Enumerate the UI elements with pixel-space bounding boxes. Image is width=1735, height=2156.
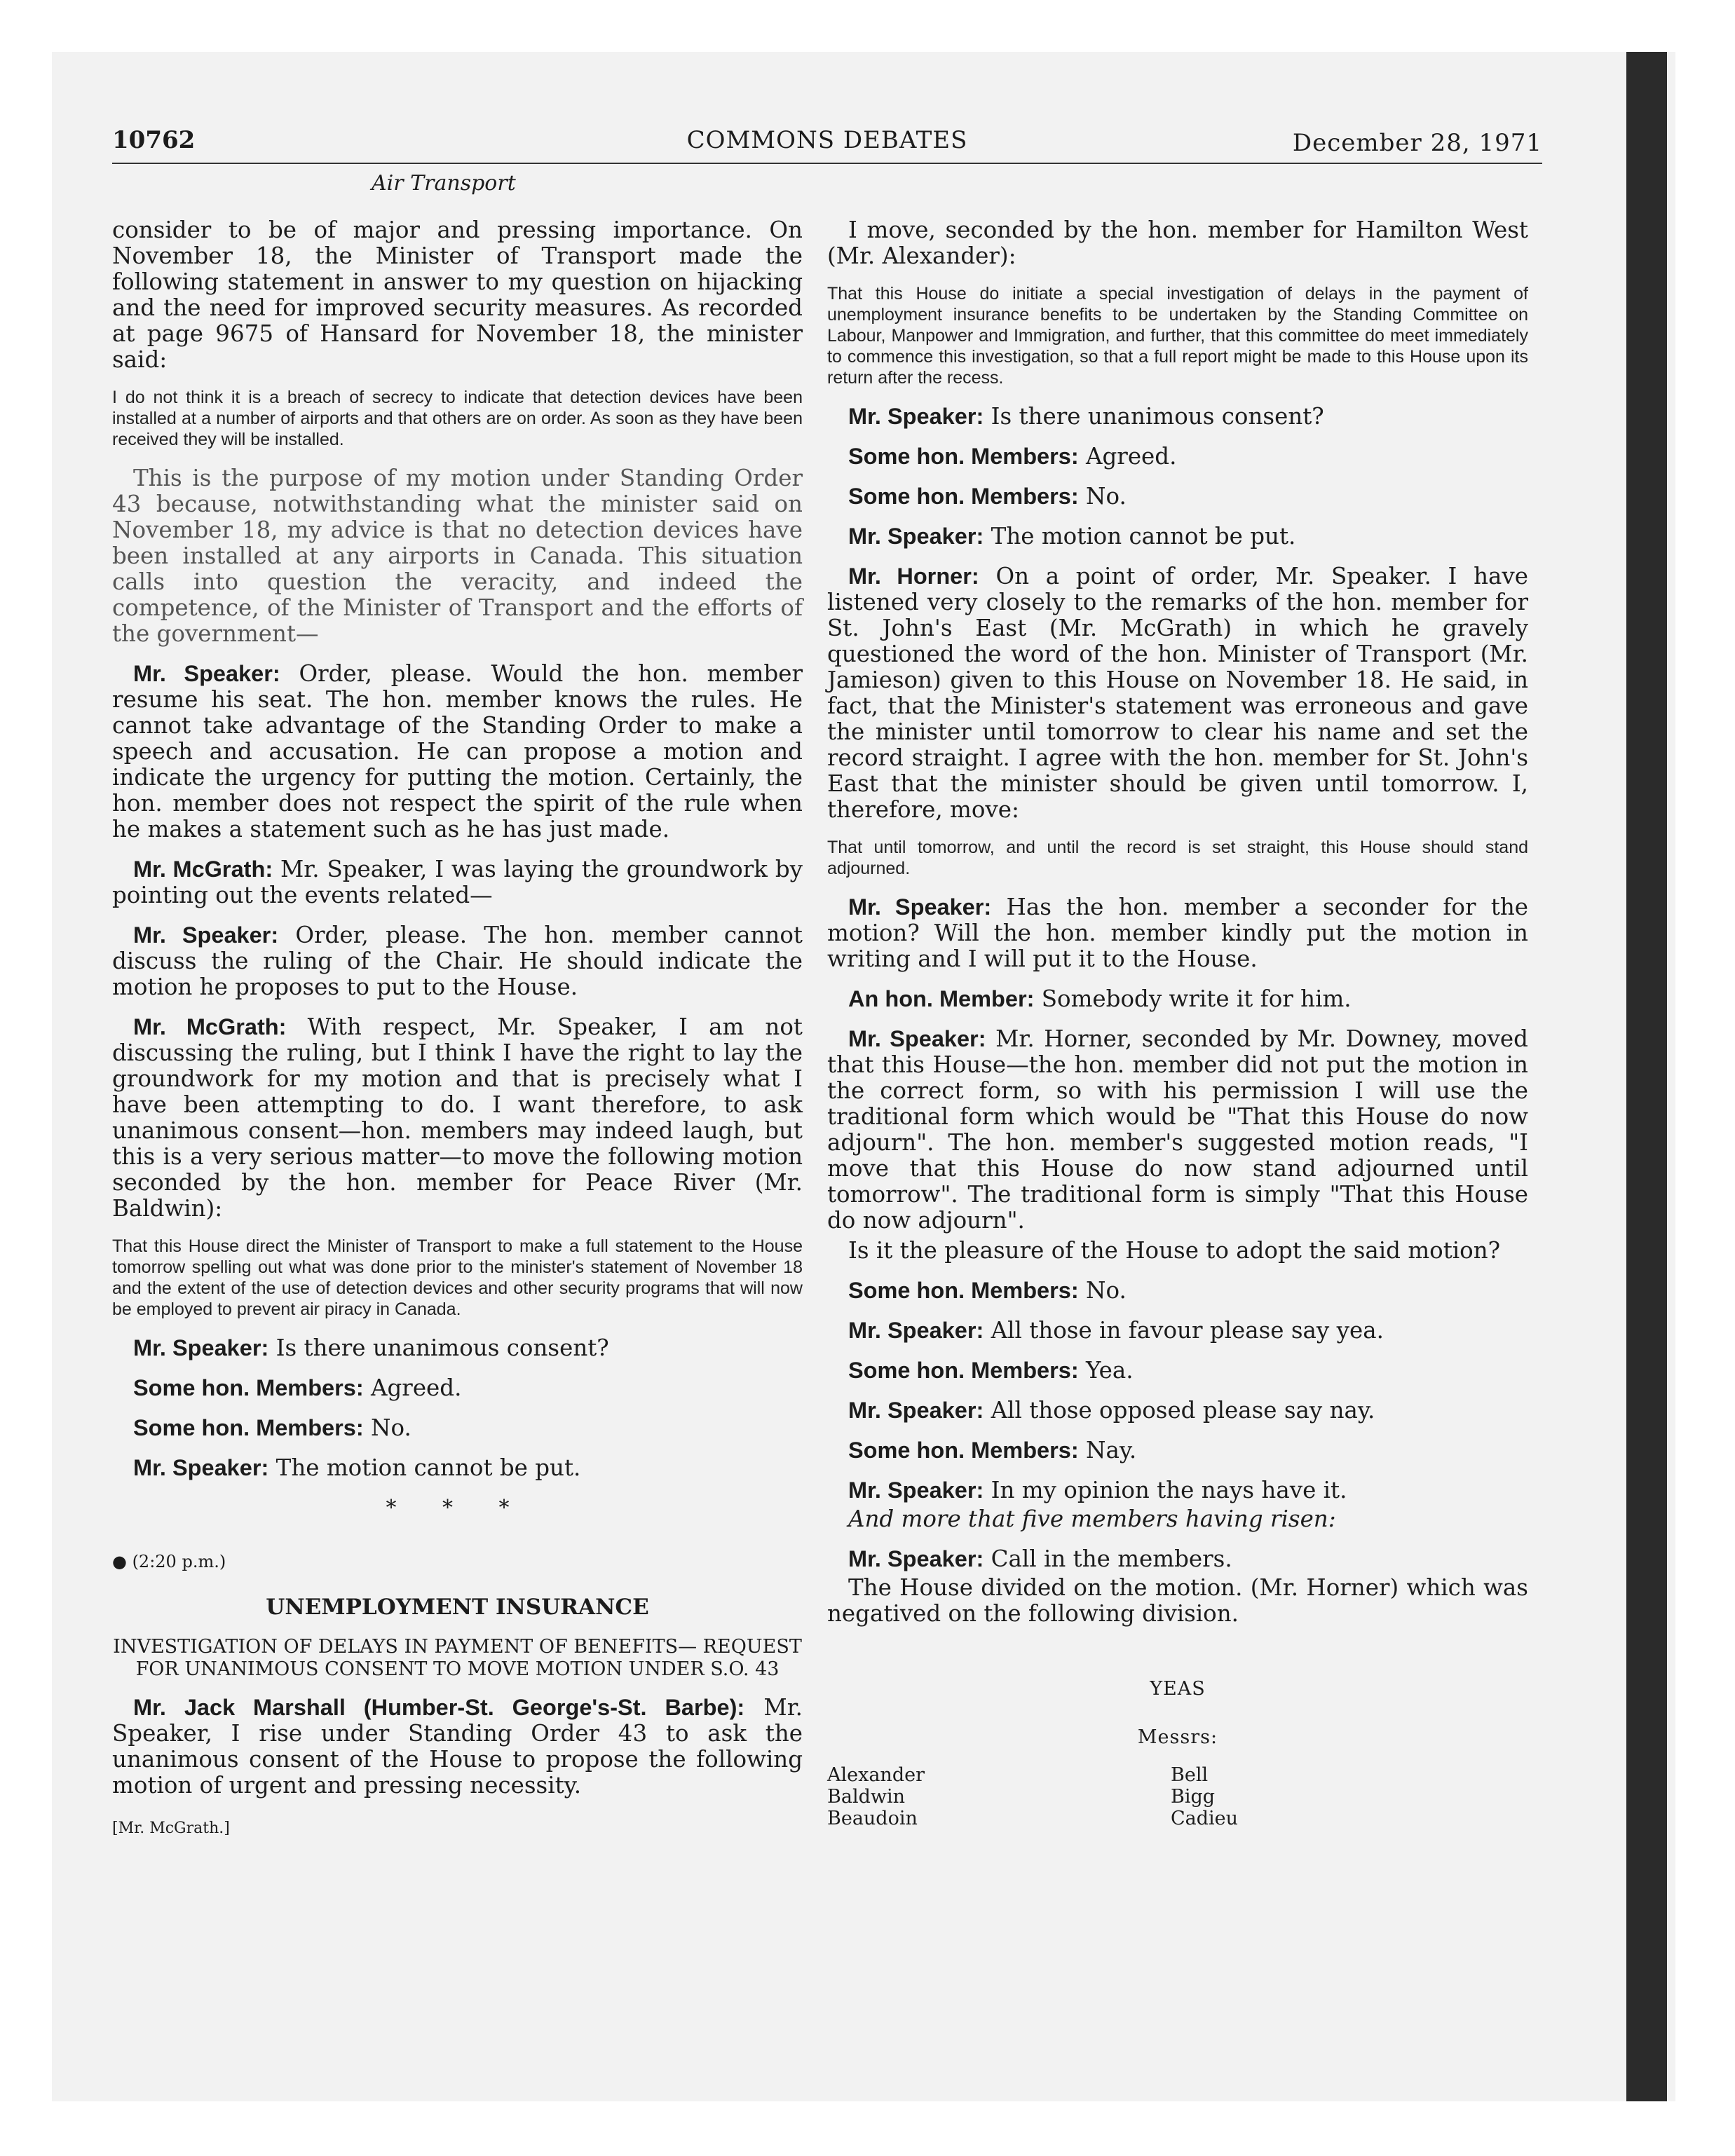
speech-text: All those in favour please say yea. — [991, 1317, 1384, 1344]
paragraph: The House divided on the motion. (Mr. Horner) which was negatived on the following division. — [827, 1574, 1528, 1627]
publication-title: COMMONS DEBATES — [686, 126, 968, 154]
names-column — [1171, 1764, 1238, 1829]
section-heading: UNEMPLOYMENT INSURANCE — [266, 1595, 649, 1620]
speech-text: All those opposed please say nay. — [991, 1397, 1375, 1424]
speech-entry — [827, 1438, 1528, 1464]
speech-entry — [827, 484, 1528, 510]
speech-entry — [112, 922, 803, 1000]
speech-text: Mr. Speaker, I rise under Standing Order 43 to ask the unanimous consent of the House to propose the following motion of urgent and pressing necessity. — [112, 1694, 803, 1799]
motion-text: That this House direct the Minister of Transport to make a full statement to the House tomorrow spelling out what was done prior to the minister's statement of November 18 and the extent of the use of detection devices and other security programs that will now be employed to prevent air piracy in Canada. — [112, 1236, 803, 1319]
header-rule — [112, 163, 1542, 164]
speech-text: Nay. — [1086, 1437, 1137, 1464]
time-marker: ● (2:20 p.m.) — [112, 1552, 226, 1571]
member-name: Alexander — [827, 1764, 925, 1786]
member-name: Cadieu — [1171, 1808, 1239, 1829]
speaker-name: Mr. Horner: — [848, 564, 979, 589]
speech-text: No. — [1086, 1277, 1127, 1304]
speaker-name: Mr. Speaker: — [848, 894, 992, 920]
speech-text: Somebody write it for him. — [1041, 985, 1352, 1012]
speaker-name: Some hon. Members: — [133, 1375, 364, 1400]
speaker-name: Mr. Speaker: — [848, 1398, 984, 1423]
speaker-name: Mr. Speaker: — [848, 1318, 984, 1343]
member-name: Beaudoin — [827, 1808, 918, 1829]
paragraph: I move, seconded by the hon. member for Hamilton West (Mr. Alexander): — [827, 217, 1528, 269]
member-name: Baldwin — [827, 1786, 905, 1808]
speaker-name: Mr. Speaker: — [848, 404, 984, 429]
speech-entry — [827, 1546, 1528, 1572]
speech-entry — [827, 404, 1528, 430]
speech-entry — [827, 1478, 1528, 1503]
speech-text: Call in the members. — [991, 1546, 1232, 1572]
procedural-note: And more that five members having risen: — [848, 1506, 1336, 1532]
member-name: Bell — [1171, 1764, 1209, 1786]
speaker-name: Mr. McGrath: — [133, 1014, 287, 1039]
speech-text: Is there unanimous consent? — [991, 403, 1324, 430]
speech-text: Has the hon. member a seconder for the motion? Will the hon. member kindly put the motion in writing and I will put it to the House. — [827, 894, 1528, 972]
speaker-name: Mr. Speaker: — [133, 922, 279, 948]
speech-text: Order, please. Would the hon. member resume his seat. The hon. member knows the rules. He cannot take advantage of the Standing Order to make a speech and accusation. He can propose a motion and indicate the urgency for putting the motion. Certainly, the hon. member does not respect the spirit of the rule when he makes a statement such as he has just made. — [112, 660, 803, 842]
speech-entry — [827, 986, 1528, 1012]
yeas-label: YEAS — [1150, 1678, 1206, 1700]
section-separator: * * * — [386, 1496, 529, 1520]
speech-text: The motion cannot be put. — [275, 1454, 581, 1481]
speech-entry — [827, 444, 1528, 470]
subject-heading: Air Transport — [372, 171, 516, 196]
speech-entry — [112, 1014, 803, 1222]
section-subheading: INVESTIGATION OF DELAYS IN PAYMENT OF BENEFITS— REQUEST FOR UNANIMOUS CONSENT TO MOVE MOTION UNDER S.O. 43 — [113, 1636, 802, 1680]
speaker-name: Mr. Speaker: — [133, 1455, 269, 1480]
speech-entry — [112, 1335, 803, 1361]
division-names — [827, 1764, 1528, 1841]
member-name: Bigg — [1171, 1786, 1216, 1808]
speaker-name: Mr. Speaker: — [848, 524, 984, 549]
speech-text: On a point of order, Mr. Speaker. I have listened very closely to the remarks of the hon. member for St. John's East (Mr. McGrath) in which he gravely questioned the word of the hon. Minister of Transport (Mr. Jamieson) given to this House on November 18. He said, in fact, that the Minister's statement was erroneous and gave the minister until tomorrow to clear his name and set the record straight. I agree with the hon. member for St. John's East that the minister should be given until tomorrow. I, therefore, move: — [827, 563, 1528, 823]
speech-entry — [827, 1398, 1528, 1424]
speech-entry — [827, 1318, 1528, 1344]
scan-edge-shadow — [1626, 52, 1667, 2101]
speaker-name: Some hon. Members: — [848, 444, 1079, 469]
paragraph: This is the purpose of my motion under Standing Order 43 because, notwithstanding what the minister said on November 18, my advice is that no detection devices have been installed at any airports in Canada. This situation calls into question the veracity, and indeed the competence, of the Minister of Transport and the efforts of the government— — [112, 465, 803, 647]
speech-entry — [112, 1375, 803, 1401]
publication-date: December 28, 1971 — [1292, 129, 1542, 157]
quoted-statement: I do not think it is a breach of secrecy to indicate that detection devices have been installed at a number of airports and that others are on order. As soon as they have been received they will be installed. — [112, 388, 803, 449]
speech-text: Agreed. — [371, 1374, 462, 1401]
speaker-name: Mr. McGrath: — [133, 857, 273, 882]
speech-text: Order, please. The hon. member cannot discuss the ruling of the Chair. He should indicate the motion he proposes to put to the House. — [112, 922, 803, 1000]
speech-text: Mr. Speaker, I was laying the groundwork by pointing out the events related— — [112, 856, 803, 908]
speech-entry — [827, 1358, 1528, 1384]
speech-text: Yea. — [1086, 1357, 1134, 1384]
speaker-name: Mr. Speaker: — [848, 1026, 986, 1051]
speech-entry — [827, 1026, 1528, 1234]
speaker-name: Mr. Speaker: — [133, 1335, 269, 1360]
speech-entry — [827, 894, 1528, 972]
speaker-name: Mr. Jack Marshall (Humber-St. George's-St. Barbe): — [133, 1695, 745, 1720]
speaker-name: Mr. Speaker: — [133, 661, 280, 686]
speaker-name: Some hon. Members: — [848, 1358, 1079, 1383]
speech-entry — [112, 857, 803, 908]
speech-entry — [827, 524, 1528, 550]
speech-entry — [112, 1415, 803, 1441]
speech-text: Mr. Horner, seconded by Mr. Downey, moved that this House—the hon. member did not put the motion in the correct form, so with his permission I will use the traditional form which would be "That this House do now adjourn". The hon. member's suggested motion reads, "I move that this House do now stand adjourned until tomorrow". The traditional form is simply "That this House do now adjourn". — [827, 1025, 1528, 1234]
document-page — [112, 126, 1542, 2019]
speech-text: In my opinion the nays have it. — [991, 1477, 1347, 1503]
speaker-name: Mr. Speaker: — [848, 1478, 984, 1503]
speaker-name: Some hon. Members: — [133, 1415, 364, 1440]
speech-entry — [112, 1695, 803, 1799]
speech-text: Agreed. — [1086, 443, 1177, 470]
motion-text: That until tomorrow, and until the record is set straight, this House should stand adjourned. — [827, 838, 1528, 878]
speech-text: No. — [1086, 483, 1127, 510]
speaker-name: An hon. Member: — [848, 986, 1035, 1011]
page-number: 10762 — [112, 126, 196, 154]
speaker-name: Some hon. Members: — [848, 1278, 1079, 1303]
left-column — [112, 217, 803, 1841]
speaker-name: Some hon. Members: — [848, 484, 1079, 509]
speaker-citation: [Mr. McGrath.] — [112, 1820, 230, 1837]
speech-text: With respect, Mr. Speaker, I am not discussing the ruling, but I think I have the right to lay the groundwork for my motion and that is precisely what I have been attempting to do. I want therefore, to ask unanimous consent—hon. members may indeed laugh, but this is a very serious matter—to move the following motion seconded by the hon. member for Peace River (Mr. Baldwin): — [112, 1014, 803, 1222]
names-column — [827, 1764, 925, 1829]
speech-entry — [112, 1455, 803, 1481]
speech-entry — [827, 1278, 1528, 1304]
paragraph: Is it the pleasure of the House to adopt the said motion? — [848, 1237, 1501, 1264]
speech-entry — [112, 661, 803, 842]
paragraph: consider to be of major and pressing importance. On November 18, the Minister of Transport made the following statement in answer to my question on hijacking and the need for improved security measures. As recorded at page 9675 of Hansard for November 18, the minister said: — [112, 217, 803, 373]
messrs-label: Messrs: — [1137, 1726, 1218, 1748]
right-column — [827, 217, 1528, 1841]
speech-entry — [827, 564, 1528, 823]
speech-text: Is there unanimous consent? — [275, 1335, 609, 1361]
motion-text: That this House do initiate a special investigation of delays in the payment of unemployment insurance benefits to be undertaken by the Standing Committee on Labour, Manpower and Immigration, and further, that this committee do meet immediately to commence this investigation, so that a full report might be made to this House upon its return after the recess. — [827, 284, 1528, 388]
speech-text: The motion cannot be put. — [991, 523, 1296, 550]
speaker-name: Mr. Speaker: — [848, 1546, 984, 1571]
speech-text: No. — [371, 1414, 411, 1441]
speaker-name: Some hon. Members: — [848, 1438, 1079, 1463]
